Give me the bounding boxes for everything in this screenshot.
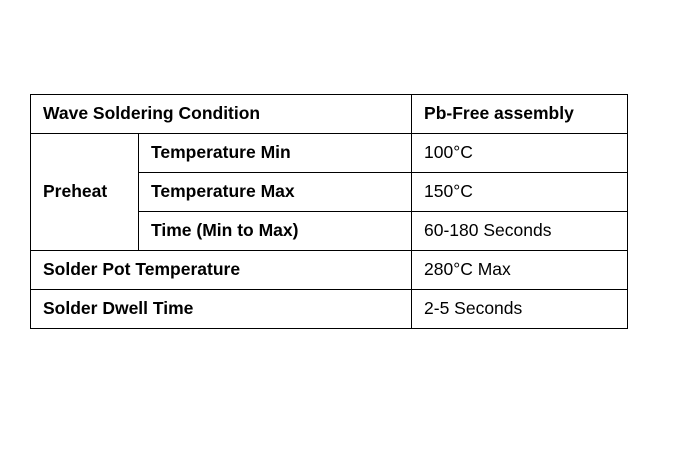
- preheat-parameter: Time (Min to Max): [139, 212, 412, 251]
- table-row: [31, 134, 628, 173]
- row-parameter: Solder Pot Temperature: [31, 251, 412, 290]
- row-value: 280°C Max: [412, 251, 628, 290]
- preheat-parameter: Temperature Min: [139, 134, 412, 173]
- header-condition: Wave Soldering Condition: [31, 95, 412, 134]
- wave-soldering-table: [30, 94, 628, 329]
- row-parameter: Solder Dwell Time: [31, 290, 412, 329]
- preheat-value: 100°C: [412, 134, 628, 173]
- table-row: [31, 251, 628, 290]
- row-value: 2-5 Seconds: [412, 290, 628, 329]
- preheat-parameter: Temperature Max: [139, 173, 412, 212]
- table-row: [31, 290, 628, 329]
- preheat-value: 60-180 Seconds: [412, 212, 628, 251]
- table-header-row: [31, 95, 628, 134]
- preheat-value: 150°C: [412, 173, 628, 212]
- preheat-label: Preheat: [31, 134, 139, 251]
- header-assembly: Pb-Free assembly: [412, 95, 628, 134]
